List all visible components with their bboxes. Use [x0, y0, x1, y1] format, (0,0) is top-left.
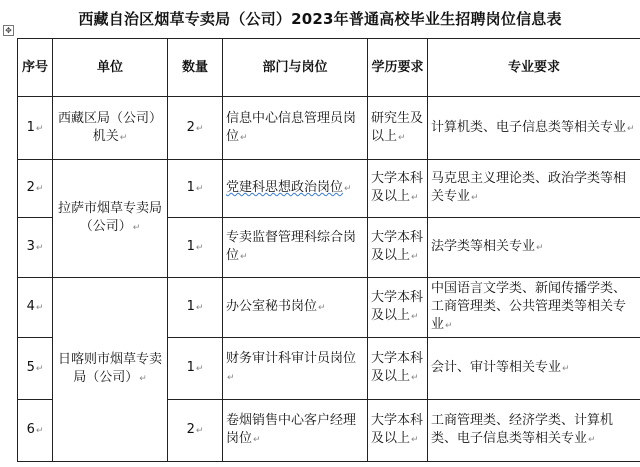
- table-move-handle-icon[interactable]: ✥: [3, 25, 14, 36]
- row-edu: 大学本科及以上↵: [368, 338, 428, 400]
- row-post: 办公室秘书岗位↵: [223, 278, 368, 338]
- row-no: 4↵: [18, 278, 53, 338]
- page-title: 西藏自治区烟草专卖局（公司）2023年普通高校毕业生招聘岗位信息表: [78, 10, 562, 28]
- row-qty: 1↵: [168, 160, 223, 218]
- row-major: 工商管理类、经济学类、计算机类、电子信息类等相关专业↵: [428, 400, 640, 462]
- row-qty: 1↵: [168, 338, 223, 400]
- row-post: 卷烟销售中心客户经理岗位↵: [223, 400, 368, 462]
- col-header-major: 专业要求: [428, 39, 640, 97]
- row-major: 会计、审计等相关专业↵: [428, 338, 640, 400]
- row-post: 党建科思想政治岗位↵: [223, 160, 368, 218]
- row-no: 2↵: [18, 160, 53, 218]
- col-header-edu: 学历要求: [368, 39, 428, 97]
- row-major: 计算机类、电子信息类等相关专业↵: [428, 97, 640, 160]
- row-post: 信息中心信息管理员岗位↵: [223, 97, 368, 160]
- row-edu: 大学本科及以上↵: [368, 218, 428, 278]
- table-header-row: [18, 39, 640, 97]
- row-no: 3↵: [18, 218, 53, 278]
- row-qty: 1↵: [168, 218, 223, 278]
- row-no: 6↵: [18, 400, 53, 462]
- col-header-qty: 数量: [168, 39, 223, 97]
- row-qty: 1↵: [168, 278, 223, 338]
- unit-cell: 拉萨市烟草专卖局（公司）↵: [53, 160, 168, 278]
- unit-cell: 西藏区局（公司）机关↵: [53, 97, 168, 160]
- row-edu: 大学本科及以上↵: [368, 278, 428, 338]
- row-major: 中国语言文学类、新闻传播学类、工商管理类、公共管理类等相关专业↵: [428, 278, 640, 338]
- row-post: 财务审计科审计员岗位↵: [223, 338, 368, 400]
- col-header-post: 部门与岗位: [223, 39, 368, 97]
- row-no: 1↵: [18, 97, 53, 160]
- row-edu: 研究生及以上↵: [368, 97, 428, 160]
- col-header-no: 序号: [18, 39, 53, 97]
- row-edu: 大学本科及以上↵: [368, 160, 428, 218]
- row-edu: 大学本科及以上↵: [368, 400, 428, 462]
- row-major: 马克思主义理论类、政治学类等相关专业↵: [428, 160, 640, 218]
- col-header-unit: 单位: [53, 39, 168, 97]
- unit-cell: 日喀则市烟草专卖局（公司）↵: [53, 278, 168, 462]
- table-row: [18, 278, 640, 338]
- table-row: [18, 97, 640, 160]
- recruitment-table: [17, 38, 640, 462]
- row-post: 专卖监督管理科综合岗位↵: [223, 218, 368, 278]
- row-qty: 2↵: [168, 97, 223, 160]
- row-no: 5↵: [18, 338, 53, 400]
- table-row: [18, 160, 640, 218]
- row-major: 法学类等相关专业↵: [428, 218, 640, 278]
- row-qty: 2↵: [168, 400, 223, 462]
